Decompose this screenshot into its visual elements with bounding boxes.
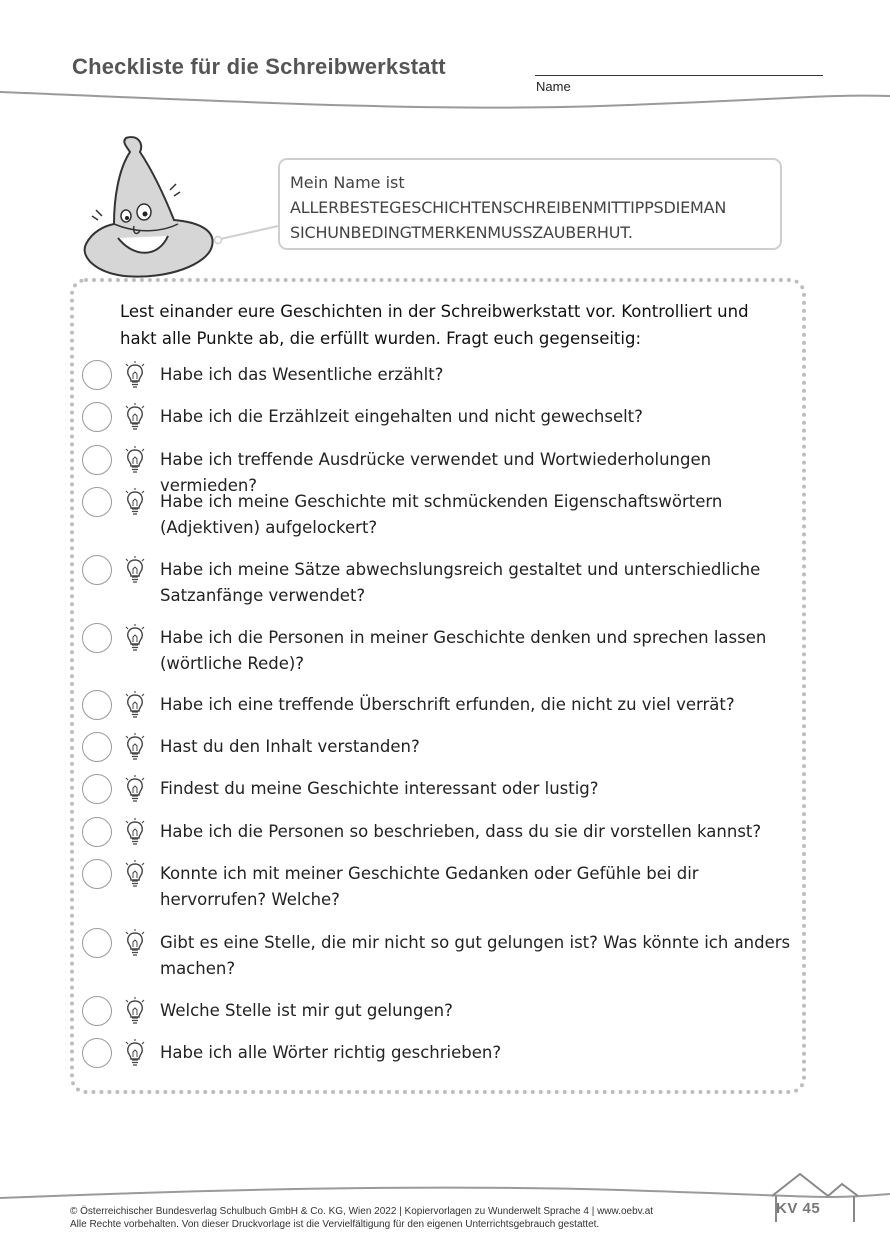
checkbox-circle[interactable] <box>82 487 112 517</box>
checkbox-circle[interactable] <box>82 859 112 889</box>
bubble-line-1: Mein Name ist <box>290 173 405 192</box>
checklist-item-text: Habe ich alle Wörter richtig geschrieben? <box>160 1043 502 1062</box>
lightbulb-icon <box>124 403 146 431</box>
checklist-item-text: Habe ich die Erzählzeit eingehalten und nicht gewechselt? <box>160 407 643 426</box>
header-wave-divider <box>0 86 890 116</box>
checkbox-circle[interactable] <box>82 623 112 653</box>
checklist-item-text: Konnte ich mit meiner Geschichte Gedanken oder Gefühle bei dir hervorrufen? Welche? <box>160 864 699 909</box>
checklist-item-text: Gibt es eine Stelle, die mir nicht so gut gelungen ist? Was könnte ich anders machen? <box>160 933 791 978</box>
lightbulb-icon <box>124 691 146 719</box>
checklist-item-text: Welche Stelle ist mir gut gelungen? <box>160 1001 453 1020</box>
checklist-item-text: Habe ich die Personen in meiner Geschichte denken und sprechen lassen (wörtliche Rede)? <box>160 628 767 673</box>
checklist-item <box>82 928 802 978</box>
checklist-item-text: Hast du den Inhalt verstanden? <box>160 737 420 756</box>
lightbulb-icon <box>124 733 146 761</box>
speech-bubble <box>278 158 782 250</box>
lightbulb-icon <box>124 860 146 888</box>
wizard-hat-illustration <box>78 130 238 290</box>
checkbox-circle[interactable] <box>82 445 112 475</box>
checkbox-circle[interactable] <box>82 555 112 585</box>
checkbox-circle[interactable] <box>82 360 112 390</box>
checklist-item-text: Habe ich treffende Ausdrücke verwendet und Wortwiederholungen vermieden? <box>160 450 712 495</box>
lightbulb-icon <box>124 556 146 584</box>
lightbulb-icon <box>124 488 146 516</box>
lightbulb-icon <box>124 361 146 389</box>
footer-line-1: © Österreichischer Bundesverlag Schulbuch GmbH & Co. KG, Wien 2022 | Kopiervorlagen zu Wunderwelt Sprache 4 | www.oebv.at <box>70 1206 654 1217</box>
name-line[interactable] <box>535 75 823 76</box>
footer-wave-divider <box>0 1168 890 1208</box>
checklist-item <box>82 859 802 909</box>
checklist-item-text: Habe ich meine Geschichte mit schmückenden Eigenschaftswörtern (Adjektiven) aufgelockert? <box>160 492 723 537</box>
checklist-item-text: Findest du meine Geschichte interessant oder lustig? <box>160 779 599 798</box>
checkbox-circle[interactable] <box>82 690 112 720</box>
checklist-item-text: Habe ich eine treffende Überschrift erfunden, die nicht zu viel verrät? <box>160 695 735 714</box>
checklist-item <box>82 623 802 673</box>
speech-bubble-tail <box>212 222 282 246</box>
checklist-item-text: Habe ich das Wesentliche erzählt? <box>160 365 444 384</box>
lightbulb-icon <box>124 929 146 957</box>
page-label: KV 45 <box>776 1200 821 1217</box>
page-title: Checkliste für die Schreibwerkstatt <box>72 54 446 79</box>
checklist-item-text: Habe ich meine Sätze abwechslungsreich gestaltet und unterschiedliche Satzanfänge verwendet? <box>160 560 761 605</box>
footer-line-2: Alle Rechte vorbehalten. Von dieser Druckvorlage ist die Vervielfältigung für den eigenen Unterrichtsgebrauch gestattet. <box>70 1219 600 1230</box>
checkbox-circle[interactable] <box>82 1038 112 1068</box>
lightbulb-icon <box>124 775 146 803</box>
checkbox-circle[interactable] <box>82 732 112 762</box>
intro-text: Lest einander eure Geschichten in der Schreibwerkstatt vor. Kontrolliert und hakt alle Punkte ab, die erfüllt wurden. Fragt euch gegenseitig: <box>120 302 749 348</box>
checkbox-circle[interactable] <box>82 928 112 958</box>
bubble-line-3: SICHUNBEDINGTMERKENMUSSZAUBERHUT. <box>290 223 633 242</box>
checkbox-circle[interactable] <box>82 774 112 804</box>
lightbulb-icon <box>124 1039 146 1067</box>
lightbulb-icon <box>124 446 146 474</box>
checkbox-circle[interactable] <box>82 402 112 432</box>
lightbulb-icon <box>124 997 146 1025</box>
lightbulb-icon <box>124 818 146 846</box>
footer-text <box>70 1205 653 1231</box>
checklist-item-text: Habe ich die Personen so beschrieben, dass du sie dir vorstellen kannst? <box>160 822 762 841</box>
lightbulb-icon <box>124 624 146 652</box>
checklist-item <box>82 555 802 605</box>
bubble-line-2: ALLERBESTEGESCHICHTENSCHREIBENMITTIPPSDIEMAN <box>290 198 727 217</box>
name-label: Name <box>536 79 571 94</box>
checkbox-circle[interactable] <box>82 817 112 847</box>
checklist-item <box>82 1038 802 1088</box>
checkbox-circle[interactable] <box>82 996 112 1026</box>
checklist-item <box>82 487 802 537</box>
